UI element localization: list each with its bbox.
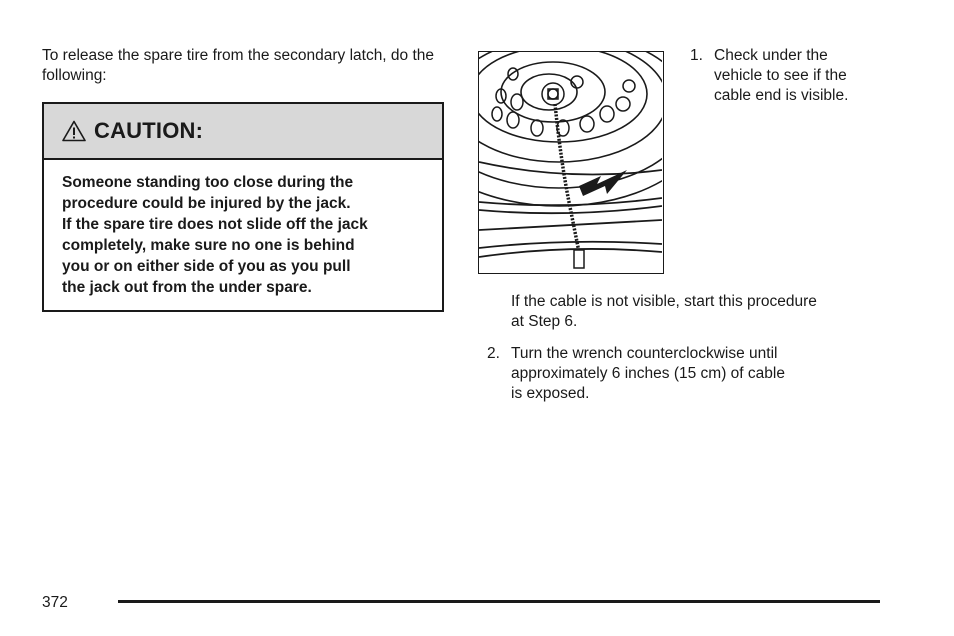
caution-line: completely, make sure no one is behind xyxy=(62,237,355,254)
step-line: Turn the wrench counterclockwise until xyxy=(511,345,778,362)
step-2 xyxy=(487,344,851,404)
caution-line: If the spare tire does not slide off the jack xyxy=(62,216,368,233)
step-number: 2. xyxy=(487,345,500,362)
step-line: vehicle to see if the xyxy=(714,67,847,84)
footer-rule xyxy=(118,600,880,603)
step-1 xyxy=(690,46,889,106)
caution-title: CAUTION: xyxy=(94,118,204,143)
spare-tire-cable-illustration xyxy=(478,51,664,274)
note-line: If the cable is not visible, start this procedure xyxy=(511,293,817,310)
intro-text: To release the spare tire from the secondary latch, do the following: xyxy=(42,47,435,84)
warning-triangle-icon xyxy=(62,120,86,142)
caution-line: Someone standing too close during the xyxy=(62,174,354,191)
step-number: 1. xyxy=(690,47,703,64)
caution-body xyxy=(44,160,442,298)
caution-line: the jack out from the under spare. xyxy=(62,279,312,296)
caution-line: procedure could be injured by the jack. xyxy=(62,195,351,212)
caution-line: you or on either side of you as you pull xyxy=(62,258,351,275)
visibility-note xyxy=(511,292,881,332)
step-line: approximately 6 inches (15 cm) of cable xyxy=(511,365,785,382)
step-line: Check under the xyxy=(714,47,828,64)
page-number: 372 xyxy=(42,594,68,611)
step-line: is exposed. xyxy=(511,385,590,402)
note-line: at Step 6. xyxy=(511,313,578,330)
caution-box xyxy=(42,102,444,312)
caution-header xyxy=(44,104,442,160)
step-line: cable end is visible. xyxy=(714,87,849,104)
